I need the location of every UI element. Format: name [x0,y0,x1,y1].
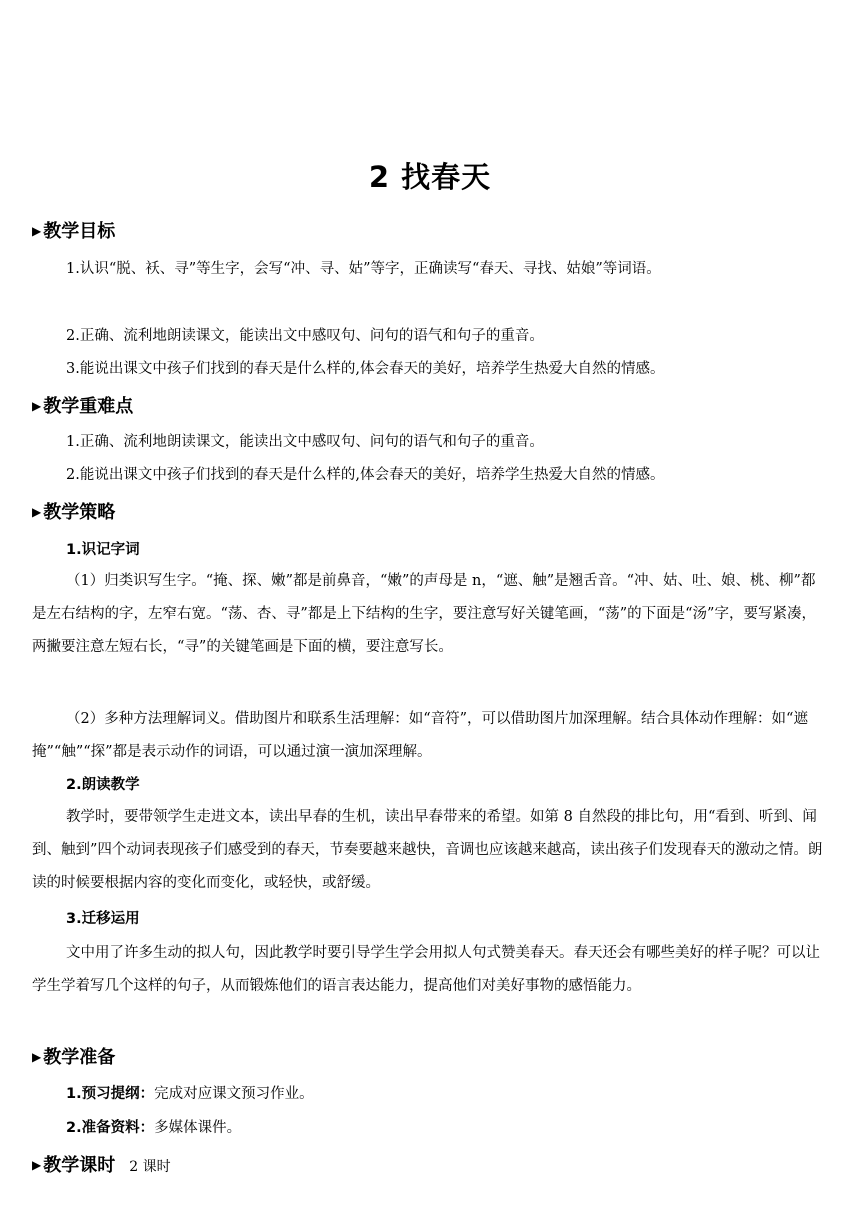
periods-value: 2 课时 [129,1159,171,1175]
goal-item-3: 3.能说出课文中孩子们找到的春天是什么样的,体会春天的美好，培养学生热爱大自然的情感。 [66,361,665,377]
strategy-subheading-2: 2.朗读教学 [66,777,140,793]
preparation-item-2 [66,1116,241,1140]
triangle-bullet-icon: ▶ [32,399,42,413]
triangle-bullet-icon: ▶ [32,224,42,238]
triangle-bullet-icon: ▶ [32,1158,42,1172]
section-heading-strategy: ▶ 教学策略 [32,502,116,523]
triangle-bullet-icon: ▶ [32,505,42,519]
triangle-bullet-icon: ▶ [32,1050,42,1064]
preparation-item-2-label: 2.准备资料： [66,1120,155,1136]
strategy-subheading-3: 3.迁移运用 [66,911,140,927]
section-heading-periods: ▶ 教学课时 2 课时 [32,1155,171,1176]
lesson-title: 2 找春天 [368,160,492,194]
preparation-item-1-text: 完成对应课文预习作业。 [154,1086,314,1102]
section-heading-key-points: ▶ 教学重难点 [32,396,134,417]
preparation-item-1-label: 1.预习提纲： [66,1086,155,1102]
strategy-subheading-1: 1.识记字词 [66,542,140,558]
goal-item-2: 2.正确、流利地朗读课文，能读出文中感叹句、问句的语气和句子的重音。 [66,328,544,344]
preparation-item-1 [66,1082,314,1106]
strategy-paragraph-2: （2）多种方法理解词义。借助图片和联系生活理解：如“音符”，可以借助图片加深理解。结合具体动作理解：如“遮掩”“触”“探”都是表示动作的词语，可以通过演一演加深理解。 [32,711,808,760]
strategy-paragraph-4: 文中用了许多生动的拟人句，因此教学时要引导学生学会用拟人句式赞美春天。春天还会有哪些美好的样子呢？可以让学生学着写几个这样的句子，从而锻炼他们的语言表达能力，提高他们对美好事物的感悟能力。 [32,945,820,994]
strategy-paragraph-3: 教学时，要带领学生走进文本，读出早春的生机，读出早春带来的希望。如第 8 自然段的排比句，用“看到、听到、闻到、触到”四个动词表现孩子们感受到的春天，节奏要越来越快，音调也应该越来越高，读出孩子们发现春天的激动之情。朗读的时候要根据内容的变化而变化，或轻快，或舒缓。 [32,809,823,891]
section-heading-goals: ▶ 教学目标 [32,221,116,242]
goal-item-1: 1.认识“脱、袄、寻”等生字，会写“冲、寻、姑”等字，正确读写“春天、寻找、姑娘”等词语。 [66,261,661,277]
section-heading-preparation: ▶ 教学准备 [32,1047,116,1068]
preparation-item-2-text: 多媒体课件。 [154,1120,242,1136]
strategy-paragraph-1: （1）归类识写生字。“掩、探、嫩”都是前鼻音，“嫩”的声母是 n，“遮、触”是翘舌音。“冲、姑、吐、娘、桃、柳”都是左右结构的字，左窄右宽。“荡、杏、寻”都是上下结构的生字，要注意写好关键笔画，“荡”的下面是“汤”字，要写紧凑，两撇要注意左短右长，“寻”的关键笔画是下面的横，要注意写长。 [32,573,816,655]
key-point-item-1: 1.正确、流利地朗读课文，能读出文中感叹句、问句的语气和句子的重音。 [66,434,544,450]
key-point-item-2: 2.能说出课文中孩子们找到的春天是什么样的,体会春天的美好，培养学生热爱大自然的情感。 [66,467,665,483]
